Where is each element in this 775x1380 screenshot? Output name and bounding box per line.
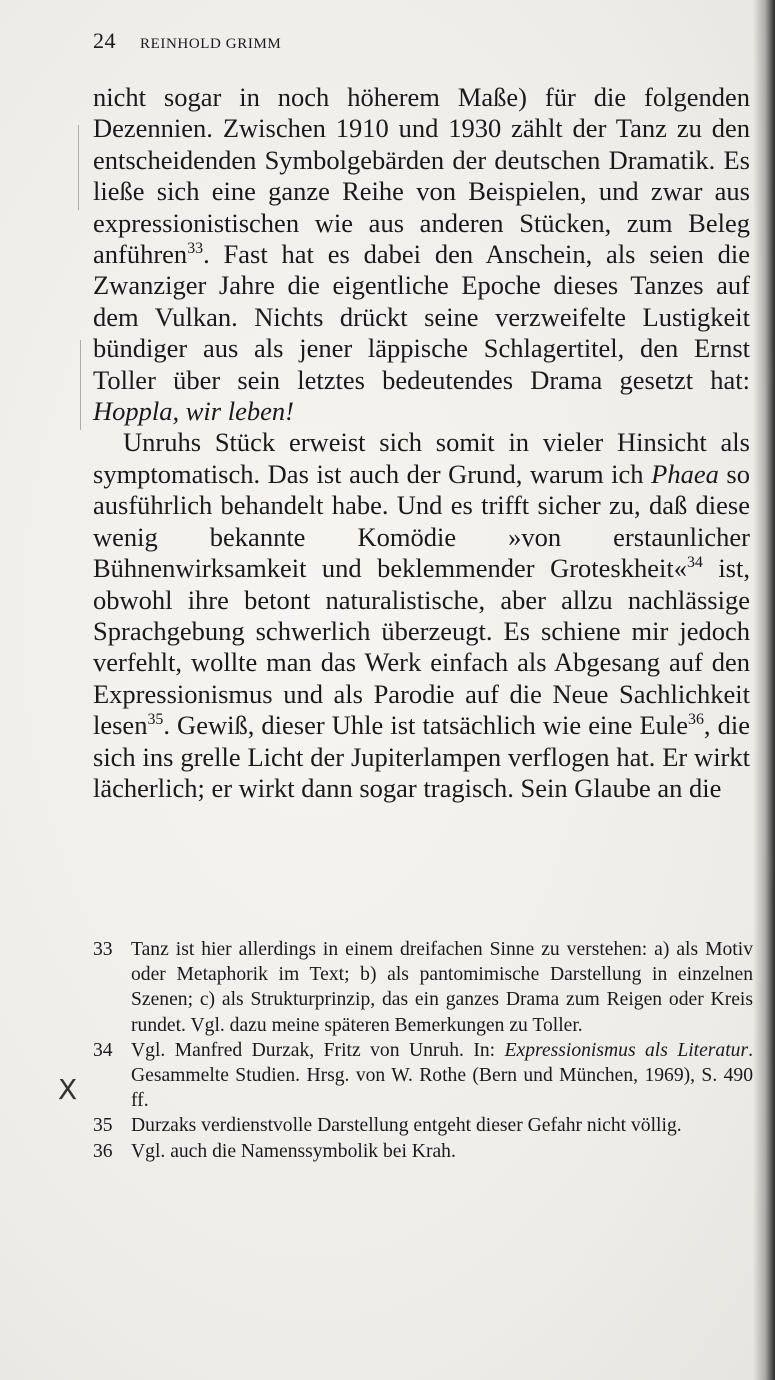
pencil-margin-line bbox=[78, 125, 79, 210]
footnote-text: Durzaks verdienstvolle Darstellung entgeht dieser Gefahr nicht völlig. bbox=[131, 1115, 682, 1137]
running-head-author: REINHOLD GRIMM bbox=[140, 36, 282, 52]
footnotes bbox=[93, 937, 753, 1164]
footnote-35 bbox=[93, 1113, 753, 1138]
footnote-36 bbox=[93, 1139, 753, 1164]
handwritten-x-mark: X bbox=[58, 1073, 78, 1106]
pencil-margin-line bbox=[80, 340, 81, 430]
footnote-number: 35 bbox=[93, 1115, 113, 1137]
footnote-33 bbox=[93, 937, 753, 1038]
footnote-number: 33 bbox=[93, 939, 113, 960]
paragraph-2-text-a: Unruhs Stück erweist sich somit in vieler Hinsicht als symptomatisch. Das ist auch der Grund, warum ich bbox=[93, 427, 750, 489]
footnote-ref-36[interactable]: 36 bbox=[688, 711, 704, 729]
footnote-text-b: . Gesammelte Studien. Hrsg. von W. Rothe (Bern und München, 1969), S. 490 ff. bbox=[131, 1039, 753, 1112]
paragraph-1-text-a: nicht sogar in noch höherem Maße) für die folgenden Dezennien. Zwischen 1910 und 1930 zählt der Tanz zu den entscheidenden Symbolgebärden der deutschen Dramatik. Es ließe sich eine ganze Reihe von Beispielen, und zwar aus expressionistischen wie aus anderen Stücken, zum Beleg anführen bbox=[93, 82, 750, 270]
paragraph-2-text-d: . Gewiß, dieser Uhle ist tatsächlich wie eine Eule bbox=[163, 710, 689, 741]
footnote-text: Vgl. auch die Namenssymbolik bei Krah. bbox=[131, 1140, 456, 1162]
paragraph-2-text-e: , die sich ins grelle Licht der Jupiterlampen verflogen hat. Er wirkt lächerlich; er wirkt dann sogar tragisch. Sein Glaube an die bbox=[93, 710, 751, 803]
footnote-number: 34 bbox=[93, 1039, 113, 1061]
main-text bbox=[93, 82, 750, 804]
footnote-text-a: Vgl. Manfred Durzak, Fritz von Unruh. In: bbox=[131, 1039, 505, 1061]
cited-title: Expressionismus als Literatur bbox=[504, 1039, 749, 1061]
paragraph-2-text-b: so ausführlich behandelt habe. Und es trifft sicher zu, daß diese wenig bekannte Komödie »von erstaunlicher Bühnenwirksamkeit und beklemmender Groteskheit« bbox=[93, 458, 750, 584]
page-number: 24 bbox=[93, 28, 116, 53]
paragraph-2-text-c: ist, obwohl ihre betont naturalistische, aber allzu nachlässige Sprachgebung schwerlich überzeugt. Es schiene mir jedoch verfehlt, wollte man das Werk einfach als Abgesang auf den Expressionismus und als Parodie auf die Neue Sachlichkeit lesen bbox=[93, 553, 750, 741]
footnote-ref-33[interactable]: 33 bbox=[187, 240, 204, 258]
footnote-34 bbox=[93, 1038, 753, 1114]
page-edge-shadow bbox=[753, 0, 775, 1380]
footnote-ref-34[interactable]: 34 bbox=[686, 554, 703, 572]
footnote-number: 36 bbox=[93, 1140, 113, 1162]
work-title-phaea: Phaea bbox=[651, 458, 719, 489]
work-title-hoppla: Hoppla, wir leben! bbox=[93, 396, 294, 427]
running-header bbox=[93, 28, 281, 54]
footnote-text: Tanz ist hier allerdings in einem dreifachen Sinne zu verstehen: a) als Motiv oder Metaphorik im Text; b) als pantomimische Darstellung in einzelnen Szenen; c) als Strukturprinzip, das ein ganzes Drama zum Reigen oder Kreis rundet. Vgl. dazu meine späteren Bemerkungen zu Toller. bbox=[131, 939, 753, 1036]
footnote-ref-35[interactable]: 35 bbox=[147, 711, 164, 729]
paragraph-1-text-b: . Fast hat es dabei den Anschein, als seien die Zwanziger Jahre die eigentliche Epoche dieses Tanzes auf dem Vulkan. Nichts drückt seine verzweifelte Lustigkeit bündiger aus als jener läppische Schlagertitel, den Ernst Toller über sein letztes bedeutendes Drama gesetzt hat: bbox=[93, 239, 750, 395]
paragraph-2 bbox=[93, 427, 750, 804]
paragraph-1 bbox=[93, 82, 750, 427]
